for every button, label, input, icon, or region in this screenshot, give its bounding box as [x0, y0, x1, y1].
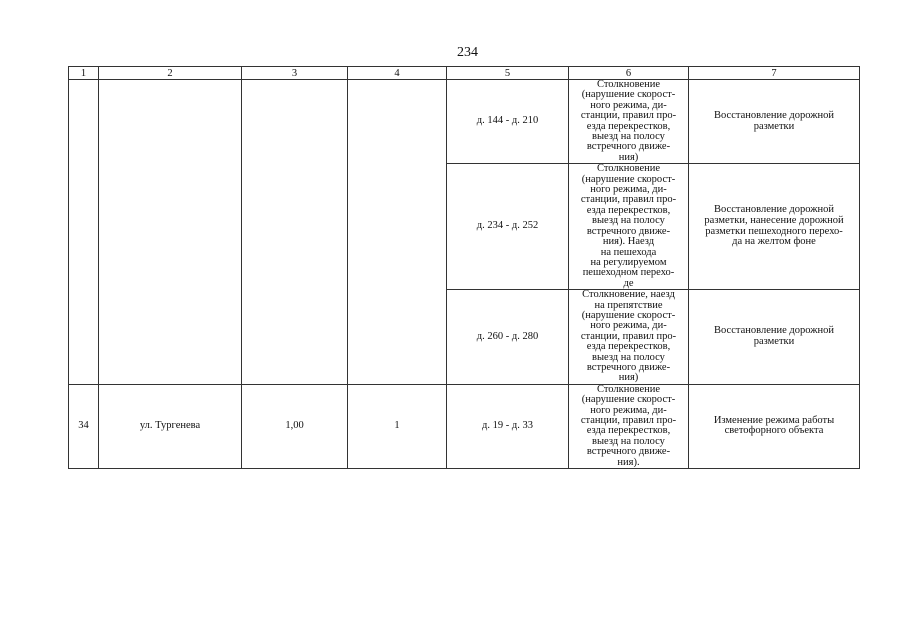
header-row: [69, 67, 860, 80]
text-line: Столкновение, наезд: [582, 289, 675, 301]
text-line: ния): [618, 151, 639, 163]
text-line: езда перекрестков,: [586, 341, 671, 353]
text-line: езда перекрестков,: [586, 120, 671, 132]
empty-cell-count: [348, 80, 447, 385]
empty-cell-length: [242, 80, 348, 385]
cause-cell: [569, 164, 689, 290]
table-row: [69, 80, 860, 164]
text-line: езда перекрестков,: [586, 425, 671, 437]
text-line: ного режима, ди-: [590, 184, 667, 196]
text-line: ния).: [617, 456, 640, 468]
accident-sites-table: [68, 66, 860, 469]
street-cell: ул. Тургенева: [99, 384, 242, 468]
text-line: станции, правил про-: [580, 194, 677, 206]
text-line: разметки, нанесение дорожной: [704, 214, 844, 226]
measure-cell: [689, 384, 860, 468]
text-line: ния): [618, 372, 639, 384]
measure-cell: [689, 290, 860, 385]
segment-cell: д. 19 - д. 33: [447, 384, 569, 468]
text-line: Восстановление дорожной: [714, 204, 834, 216]
text-line: станции, правил про-: [580, 415, 677, 426]
text-line: встречного движе-: [586, 225, 671, 237]
text-line: светофорного объекта: [724, 425, 824, 437]
measure-cell: [689, 80, 860, 164]
table-row: [69, 384, 860, 468]
text-line: Изменение режима работы: [713, 414, 835, 426]
text-line: Столкновение: [596, 163, 661, 175]
text-line: станции, правил про-: [580, 110, 677, 122]
text-line: разметки: [753, 120, 795, 132]
column-header: 7: [689, 67, 860, 80]
text-line: (нарушение скорост-: [581, 173, 676, 185]
segment-cell: д. 234 - д. 252: [447, 164, 569, 290]
column-header: 2: [99, 67, 242, 80]
page-number: 234: [457, 45, 478, 60]
cause-cell: [569, 384, 689, 468]
text-line: встречного движе-: [586, 361, 671, 373]
text-line: выезд на полосу: [592, 131, 665, 143]
text-line: (нарушение скорост-: [581, 309, 676, 321]
text-line: на препятствие: [594, 299, 663, 311]
text-line: выезд на полосу: [592, 435, 665, 447]
column-header: 3: [242, 67, 348, 80]
text-line: разметки: [753, 335, 795, 347]
text-line: станции, правил про-: [580, 330, 677, 342]
text-line: (нарушение скорост-: [581, 394, 676, 406]
length-cell: 1,00: [242, 384, 348, 468]
segment-cell: д. 260 - д. 280: [447, 290, 569, 385]
text-line: ния). Наезд: [602, 236, 655, 248]
text-line: да на желтом фоне: [732, 236, 816, 248]
count-cell: 1: [348, 384, 447, 468]
row-number-cell: 34: [69, 384, 99, 468]
measure-cell: [689, 164, 860, 290]
text-line: выезд на полосу: [592, 351, 665, 363]
column-header: 5: [447, 67, 569, 80]
cause-cell: [569, 80, 689, 164]
text-line: Восстановление дорожной: [714, 325, 834, 337]
text-line: (нарушение скорост-: [581, 89, 676, 101]
text-line: встречного движе-: [586, 141, 671, 153]
text-line: пешеходном перехо-: [582, 267, 675, 279]
text-line: ного режима, ди-: [590, 320, 667, 332]
cause-cell: [569, 290, 689, 385]
text-line: разметки пешеходного перехо-: [705, 225, 843, 237]
empty-cell-num: [69, 80, 99, 385]
segment-cell: д. 144 - д. 210: [447, 80, 569, 164]
text-line: Столкновение: [596, 384, 661, 395]
text-line: Восстановление дорожной: [714, 109, 834, 121]
text-line: встречного движе-: [586, 446, 671, 458]
text-line: выезд на полосу: [592, 215, 665, 227]
column-header: 1: [69, 67, 99, 80]
text-line: ного режима, ди-: [590, 404, 667, 416]
text-line: на пешехода: [600, 246, 657, 258]
text-line: Столкновение: [596, 79, 661, 90]
empty-cell-street: [99, 80, 242, 385]
text-line: езда перекрестков,: [586, 204, 671, 216]
column-header: 6: [569, 67, 689, 80]
text-line: де: [623, 277, 634, 289]
column-header: 4: [348, 67, 447, 80]
text-line: ного режима, ди-: [590, 99, 667, 111]
text-line: на регулируемом: [590, 256, 667, 268]
